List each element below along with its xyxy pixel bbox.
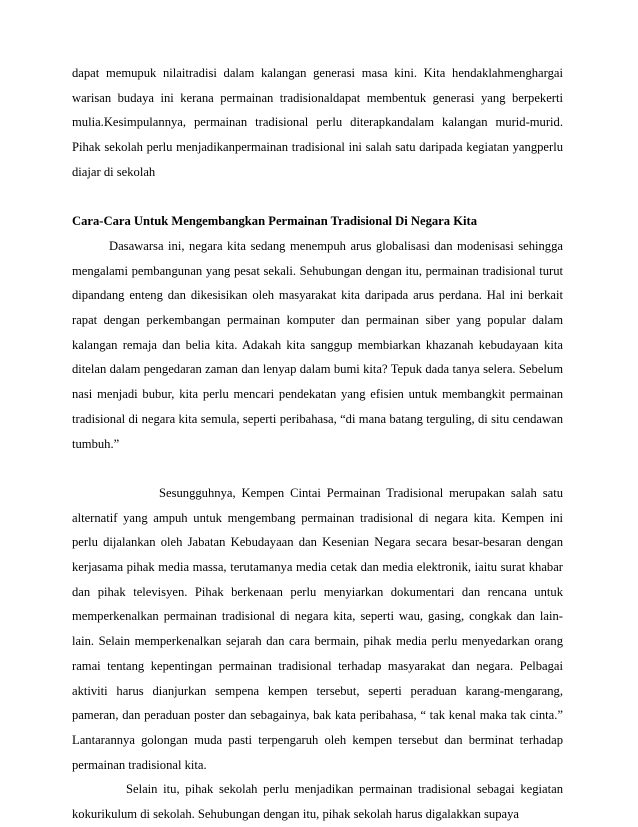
section-heading: Cara-Cara Untuk Mengembangkan Permainan Tradisional Di Negara Kita xyxy=(72,214,477,229)
paragraph-campaign: Sesungguhnya, Kempen Cintai Permainan Tradisional merupakan salah satu alternatif yang ampuh untuk mengembang permainan tradisional di negara kita. Kempen ini perlu dijalankan oleh Jabatan Kebudayaan dan Kesenian Negara secara besar-besaran dengan kerjasama pihak media massa, terutamanya media cetak dan media elektronik, iaitu surat khabar dan pihak televisyen. Pihak berkenaan perlu menyiarkan dokumentari dan rencana untuk memperkenalkan permainan tradisional di negara kita, seperti wau, gasing, congkak dan lain-lain. Selain memperkenalkan sejarah dan cara bermain, pihak media perlu menyedarkan orang ramai tentang kepentingan permainan tradisional terhadap masyarakat dan negara. Pelbagai aktiviti harus dianjurkan sempena kempen tersebut, seperti peraduan karang-mengarang, pameran, dan peraduan poster dan sebagainya, bak kata peribahasa, “ tak kenal maka tak cinta.” Lantarannya golongan muda pasti terpengaruh oleh kempen tersebut dan berminat terhadap permainan tradisional kita. xyxy=(72,485,563,772)
paragraph-gap xyxy=(72,185,563,210)
text-column xyxy=(72,61,563,827)
paragraph-gap xyxy=(72,456,563,481)
paragraph-globalisation: Dasawarsa ini, negara kita sedang menempuh arus globalisasi dan modenisasi sehingga mengalami pembangunan yang pesat sekali. Sehubungan dengan itu, permainan tradisional turut dipandang enteng dan dikesisikan oleh masyarakat kita daripada arus perdana. Hal ini berkait rapat dengan perkembangan permainan komputer dan permainan siber yang popular dalam kalangan remaja dan belia kita. Adakah kita sanggup membiarkan khazanah kebudayaan kita ditelan dalam pengedaran zaman dan lenyap dalam bumi kita? Tepuk dada tanya selera. Sebelum nasi menjadi bubur, kita perlu mencari pendekatan yang efisien untuk membangkit permainan tradisional di negara kita semula, seperti peribahasa, “di mana batang terguling, di situ cendawan tumbuh.” xyxy=(72,238,563,451)
paragraph-school: Selain itu, pihak sekolah perlu menjadikan permainan tradisional sebagai kegiatan kokurikulum di sekolah. Sehubungan dengan itu, pihak sekolah harus digalakkan supaya xyxy=(72,782,563,822)
paragraph-intro-continued: dapat memupuk nilaitradisi dalam kalangan generasi masa kini. Kita hendaklahmenghargai warisan budaya ini kerana permainan tradisionaldapat membentuk generasi yang berpekerti mulia.Kesimpulannya, permainan tradisional perlu diterapkandalam kalangan murid-murid. Pihak sekolah perlu menjadikanpermainan tradisional ini salah satu daripada kegiatan yangperlu diajar di sekolah xyxy=(72,66,563,179)
